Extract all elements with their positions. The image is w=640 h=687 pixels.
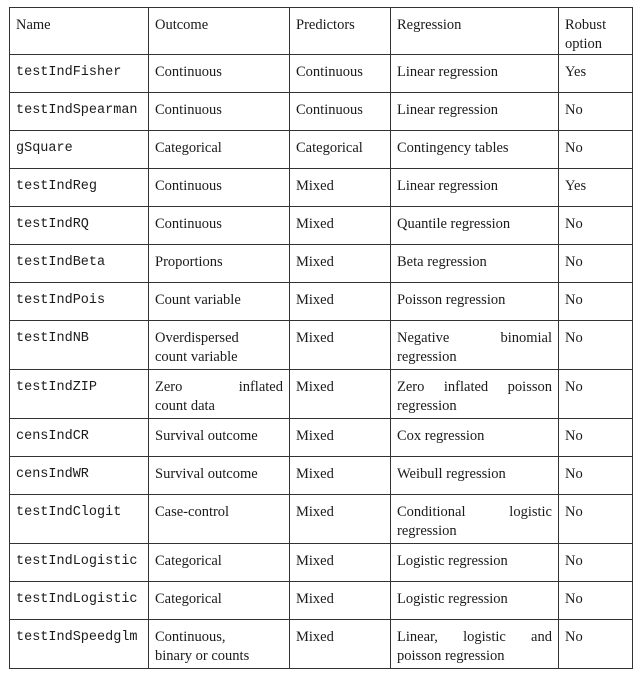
cell-name: testIndZIP <box>10 370 149 419</box>
cell-line: Linear regression <box>397 178 499 194</box>
cell-name: testIndSpearman <box>10 93 149 131</box>
cell-line: Contingency tables <box>397 140 509 156</box>
cell-line: Continuous, <box>155 629 226 645</box>
cell-line: Continuous <box>155 216 222 232</box>
cell-predictors: Mixed <box>290 169 391 207</box>
cell-line: poisson regression <box>397 648 505 664</box>
header-predictors: Predictors <box>290 8 391 55</box>
cell-regression <box>391 245 559 283</box>
table-row <box>10 169 633 207</box>
table-row <box>10 419 633 457</box>
cell-regression <box>391 419 559 457</box>
cell-name: testIndPois <box>10 283 149 321</box>
cell-robust-option: No <box>559 544 633 582</box>
cell-regression <box>391 544 559 582</box>
cell-predictors: Mixed <box>290 495 391 544</box>
cell-robust-option: No <box>559 131 633 169</box>
table-row <box>10 131 633 169</box>
cell-outcome <box>149 457 290 495</box>
table-row <box>10 93 633 131</box>
cell-name: testIndBeta <box>10 245 149 283</box>
cell-robust-option: No <box>559 419 633 457</box>
cell-outcome <box>149 582 290 620</box>
table-row <box>10 321 633 370</box>
cell-predictors: Mixed <box>290 457 391 495</box>
cell-regression <box>391 370 559 419</box>
cell-outcome <box>149 207 290 245</box>
cell-line: Linear, logistic and <box>397 629 552 645</box>
cell-predictors: Mixed <box>290 245 391 283</box>
cell-outcome <box>149 245 290 283</box>
cell-robust-option: No <box>559 495 633 544</box>
cell-line: Poisson regression <box>397 292 506 308</box>
cell-regression <box>391 283 559 321</box>
cell-name: testIndFisher <box>10 55 149 93</box>
cell-outcome <box>149 544 290 582</box>
cell-predictors: Mixed <box>290 620 391 669</box>
cell-robust-option: Yes <box>559 55 633 93</box>
cell-line: Survival outcome <box>155 428 258 444</box>
table-row <box>10 55 633 93</box>
cell-line: regression <box>397 398 457 414</box>
cell-outcome <box>149 419 290 457</box>
cell-line: count data <box>155 398 215 414</box>
cell-line: Count variable <box>155 292 241 308</box>
cell-line: regression <box>397 523 457 539</box>
cell-robust-option: No <box>559 457 633 495</box>
cell-robust-option: No <box>559 93 633 131</box>
cell-line: Proportions <box>155 254 223 270</box>
cell-regression <box>391 495 559 544</box>
cell-robust-option: No <box>559 207 633 245</box>
cell-line: count variable <box>155 349 238 365</box>
cell-regression <box>391 131 559 169</box>
cell-line: Weibull regression <box>397 466 506 482</box>
cell-predictors: Mixed <box>290 207 391 245</box>
cell-outcome <box>149 620 290 669</box>
table-row <box>10 544 633 582</box>
cell-line: Categorical <box>155 140 222 156</box>
header-robust-option: Robust option <box>559 8 633 55</box>
cell-name: testIndRQ <box>10 207 149 245</box>
cell-outcome <box>149 283 290 321</box>
cell-line: Categorical <box>155 591 222 607</box>
cell-predictors: Mixed <box>290 321 391 370</box>
cell-outcome <box>149 169 290 207</box>
table-header-row <box>10 8 633 55</box>
cell-line: Negative binomial <box>397 330 552 346</box>
cell-name: testIndSpeedglm <box>10 620 149 669</box>
cell-line: Logistic regression <box>397 553 508 569</box>
cell-line: Quantile regression <box>397 216 511 232</box>
cell-line: regression <box>397 349 457 365</box>
table-row <box>10 582 633 620</box>
cell-robust-option: Yes <box>559 169 633 207</box>
cell-line: Continuous <box>155 178 222 194</box>
cell-predictors: Categorical <box>290 131 391 169</box>
table-row <box>10 457 633 495</box>
table-row <box>10 370 633 419</box>
cell-line: Categorical <box>155 553 222 569</box>
table-row <box>10 245 633 283</box>
cell-outcome <box>149 131 290 169</box>
cell-regression <box>391 207 559 245</box>
cell-predictors: Mixed <box>290 544 391 582</box>
regression-tests-table <box>9 7 633 669</box>
cell-regression <box>391 93 559 131</box>
cell-regression <box>391 582 559 620</box>
cell-predictors: Mixed <box>290 283 391 321</box>
cell-regression <box>391 457 559 495</box>
cell-line: Linear regression <box>397 64 499 80</box>
cell-outcome <box>149 55 290 93</box>
cell-line: Logistic regression <box>397 591 508 607</box>
cell-outcome <box>149 321 290 370</box>
cell-robust-option: No <box>559 321 633 370</box>
table-row <box>10 207 633 245</box>
cell-line: Case-control <box>155 504 230 520</box>
cell-predictors: Continuous <box>290 93 391 131</box>
table-row <box>10 620 633 669</box>
cell-name: testIndClogit <box>10 495 149 544</box>
cell-name: testIndLogistic <box>10 582 149 620</box>
cell-predictors: Continuous <box>290 55 391 93</box>
cell-line: Continuous <box>155 64 222 80</box>
cell-outcome <box>149 93 290 131</box>
cell-name: testIndNB <box>10 321 149 370</box>
header-outcome: Outcome <box>149 8 290 55</box>
table-row <box>10 495 633 544</box>
cell-robust-option: No <box>559 370 633 419</box>
header-regression: Regression <box>391 8 559 55</box>
cell-regression <box>391 169 559 207</box>
cell-regression <box>391 321 559 370</box>
cell-robust-option: No <box>559 283 633 321</box>
cell-outcome <box>149 370 290 419</box>
cell-predictors: Mixed <box>290 419 391 457</box>
cell-line: Conditional logistic <box>397 504 552 520</box>
cell-line: Linear regression <box>397 102 499 118</box>
cell-name: gSquare <box>10 131 149 169</box>
cell-line: Overdispersed <box>155 330 239 346</box>
cell-line: Cox regression <box>397 428 485 444</box>
cell-line: Survival outcome <box>155 466 258 482</box>
header-name: Name <box>10 8 149 55</box>
cell-line: Zero inflated <box>155 379 283 395</box>
cell-robust-option: No <box>559 582 633 620</box>
cell-line: Beta regression <box>397 254 487 270</box>
table-row <box>10 283 633 321</box>
cell-line: Continuous <box>155 102 222 118</box>
cell-outcome <box>149 495 290 544</box>
cell-name: testIndReg <box>10 169 149 207</box>
cell-regression <box>391 620 559 669</box>
cell-line: binary or counts <box>155 648 250 664</box>
cell-name: censIndCR <box>10 419 149 457</box>
cell-predictors: Mixed <box>290 370 391 419</box>
cell-regression <box>391 55 559 93</box>
cell-robust-option: No <box>559 620 633 669</box>
cell-name: censIndWR <box>10 457 149 495</box>
cell-robust-option: No <box>559 245 633 283</box>
cell-predictors: Mixed <box>290 582 391 620</box>
cell-name: testIndLogistic <box>10 544 149 582</box>
cell-line: Zero inflated poisson <box>397 379 552 395</box>
